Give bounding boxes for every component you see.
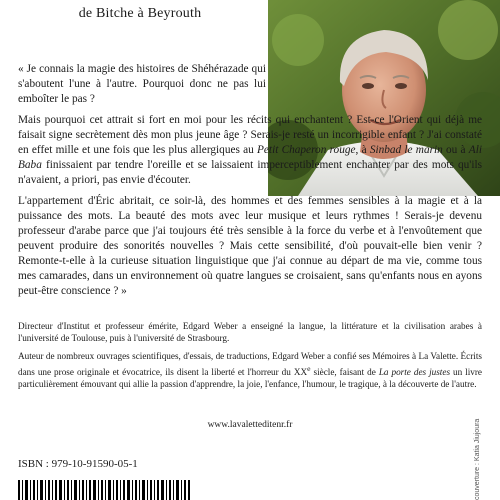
- excerpt-paragraph-2: [18, 113, 482, 188]
- back-cover-excerpt: [18, 62, 482, 299]
- book-subtitle: de Bitche à Beyrouth: [78, 6, 202, 21]
- bio-paragraph-2-b: siècle, faisant de: [310, 366, 379, 377]
- excerpt-sep-1: , à: [355, 144, 370, 156]
- title-petit-chaperon-rouge: Petit Chaperon rouge: [257, 144, 356, 156]
- cover-credit: couverture : Katia Jiujoura: [474, 418, 481, 500]
- title-sinbad-le-marin: Sinbad le marin: [369, 144, 443, 156]
- excerpt-paragraph-2-end: finissaient par tendre l'oreille et se laissaient imperceptiblement enchanter par des mots qu'ils n'avaient, a priori, pas envie d'écouter.: [18, 159, 482, 186]
- bio-paragraph-2-a: Auteur de nombreux ouvrages scientifiques, d'essais, de traductions, Edgard Weber a confié ses Mémoires à La Valette. Écrits dans une prose originale et évocatrice, ils disent la liberté et l'horreur du XX: [18, 351, 482, 377]
- author-bio: [18, 320, 482, 396]
- isbn-number: ISBN : 979-10-91590-05-1: [18, 458, 138, 470]
- excerpt-sep-2: ou à: [442, 144, 469, 156]
- title-ali-baba: Ali Baba: [18, 144, 482, 171]
- bio-century-superscript: e: [307, 363, 311, 373]
- excerpt-paragraph-2-text: Mais pourquoi cet attrait si fort en moi pour les récits qui enchantent ? Est-ce l'Orient qui déjà me faisait signe secrètement dès mon plus jeune âge ? Serais-je resté un incorrigible enfant ? J'ai constaté en effet mille et une fois que les plus allergiques au: [18, 114, 482, 156]
- excerpt-paragraph-1: « Je connais la magie des histoires de Shéhérazade qui s'aboutent l'une à l'autre. Pourquoi donc ne pas lui emboîter le pas ?: [18, 63, 266, 105]
- book-title-la-porte-des-justes: La porte des justes: [378, 366, 451, 377]
- bio-paragraph-2: [18, 350, 482, 390]
- excerpt-paragraph-3: L'appartement d'Éric abritait, ce soir-là, des hommes et des femmes sensibles à la magie et à la puissance des mots. La beauté des mots avec leur musique et leurs rythmes ! Serais-je devenu professeur d'arabe parce que j'ai toujours été très sensible à la force du verbe et à l'envoûtement que peuvent produire des sonorités nouvelles ? Mais cette sensibilité, d'où pouvait-elle bien venir ? Remonte-t-elle à la curieuse situation linguistique que j'ai connue au départ de ma vie, comme tous mes camarades, dans un environnement où quatre langues se croisaient, sans qu'enfants nous en ayons peut-être conscience ? »: [18, 195, 482, 297]
- bio-paragraph-2-c: un livre particulièrement émouvant qui allie la passion d'apprendre, la joie, l'enfance, l'humour, le tragique, à la découverte de l'autre.: [18, 366, 483, 389]
- bio-paragraph-1: Directeur d'Institut et professeur émérite, Edgard Weber a enseigné la langue, la littérature et la civilisation arabes à l'université de Toulouse, puis à l'université de Strasbourg.: [18, 321, 482, 344]
- publisher-website-link[interactable]: www.lavaletteditenr.fr: [207, 420, 293, 430]
- isbn-barcode-icon: [18, 480, 190, 500]
